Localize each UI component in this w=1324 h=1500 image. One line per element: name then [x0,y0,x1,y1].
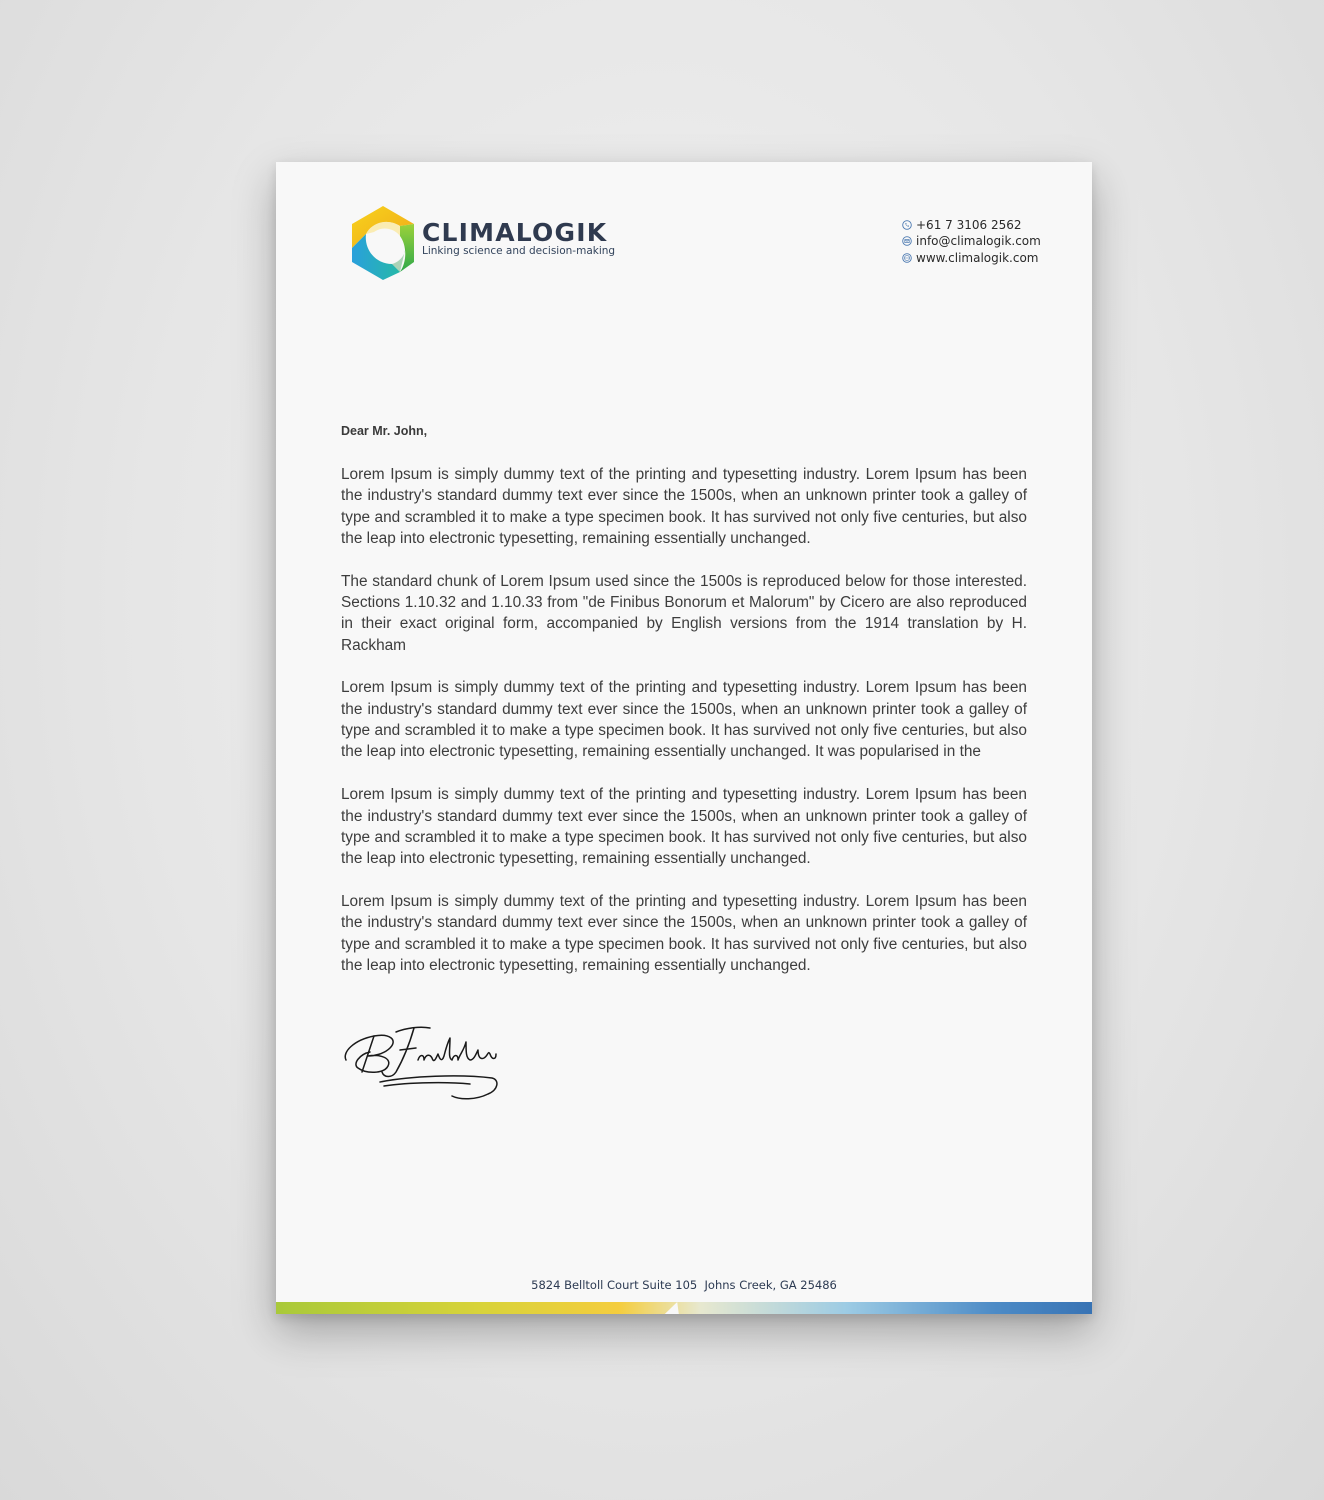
email-address[interactable]: info@climalogik.com [916,234,1041,249]
hexagon-swirl-logo-icon [348,204,418,282]
letterhead-page [276,162,1092,1314]
globe-icon [902,253,912,263]
contact-website [902,250,1041,266]
brand-name: CLIMALOGIK [422,218,608,247]
contact-block [902,217,1041,266]
phone-number[interactable]: +61 7 3106 2562 [916,218,1022,232]
letter-body [341,464,1027,998]
letter-paragraph: The standard chunk of Lorem Ipsum used since the 1500s is reproduced below for those interested. Sections 1.10.32 and 1.10.33 from "de Finibus Bonorum et Malorum" by Cicero are also reproduced in their exact original form, accompanied by English versions from the 1914 translation by H. Rackham [341,572,1027,654]
phone-icon [902,220,912,230]
contact-email [902,233,1041,249]
letter-paragraph: Lorem Ipsum is simply dummy text of the printing and typesetting industry. Lorem Ipsum has been the industry's standard dummy text ever since the 1500s, when an unknown printer took a galley of type and scrambled it to make a type specimen book. It has survived not only five centuries, but also the leap into electronic typesetting, remaining essentially unchanged. [341,786,1027,868]
email-icon [902,236,912,246]
website-url[interactable]: www.climalogik.com [916,250,1039,265]
brand-tagline: Linking science and decision-making [422,245,616,257]
letter-paragraph: Lorem Ipsum is simply dummy text of the printing and typesetting industry. Lorem Ipsum has been the industry's standard dummy text ever since the 1500s, when an unknown printer took a galley of type and scrambled it to make a type specimen book. It has survived not only five centuries, but also the leap into electronic typesetting, remaining essentially unchanged. [341,466,1027,548]
letter-paragraph: Lorem Ipsum is simply dummy text of the printing and typesetting industry. Lorem Ipsum has been the industry's standard dummy text ever since the 1500s, when an unknown printer took a galley of type and scrambled it to make a type specimen book. It has survived not only five centuries, but also the leap into electronic typesetting, remaining essentially unchanged. [341,892,1027,974]
footer-address: 5824 Belltoll Court Suite 105 Johns Creek, GA 25486 [531,1278,837,1292]
handwritten-signature [340,1020,500,1102]
letter-paragraph: Lorem Ipsum is simply dummy text of the printing and typesetting industry. Lorem Ipsum has been the industry's standard dummy text ever since the 1500s, when an unknown printer took a galley of type and scrambled it to make a type specimen book. It has survived not only five centuries, but also the leap into electronic typesetting, remaining essentially unchanged. It was popularised in the [341,679,1027,761]
contact-phone [902,217,1041,233]
letter-salutation: Dear Mr. John, [341,424,428,438]
